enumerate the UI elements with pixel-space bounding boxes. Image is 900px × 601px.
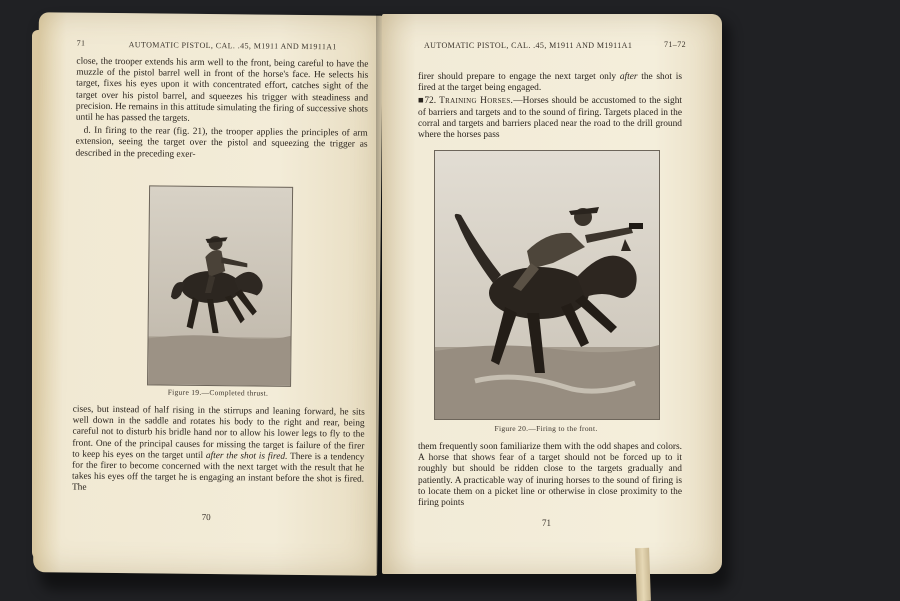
left-running-head-number: 71	[76, 38, 86, 48]
figure-20-photo	[434, 150, 660, 420]
right-page-number: 71	[542, 518, 551, 528]
left-paragraph-3-a: cises, but instead of half rising in the stirrups and leaning forward, he sits well down in the saddle and rotates his body to the right and rear, being careful not to disturb his bridle hand nor to allow his lower legs to fly to the front. One of the principal causes for missing the target is failure of the firer to keep his eyes on the target until	[72, 404, 365, 461]
left-page-number: 70	[201, 511, 211, 523]
left-paragraph-3-emphasis: after the shot is fired.	[205, 450, 288, 462]
left-paragraph-1: close, the trooper extends his arm well to the front, being careful to have the muzzle of the pistol barrel well in front of the horse's face. He selects his target, fixes his eyes upon it with concentrated effort, catches sight of the target over his pistol barrel, and squeezes his trigger with steadiness and precision. He remains in this attitude simulating the firing of successive shots until he has passed the targets.	[75, 56, 369, 124]
left-paragraph-2: d. In firing to the rear (fig. 21), the trooper applies the principles of arm extension, seeing the target over the pistol and squeezing the trigger as described in the preceding exer-	[75, 125, 368, 160]
right-paragraph-1-emphasis: after	[619, 72, 638, 82]
right-paragraph-2	[418, 96, 682, 141]
figure-19-photo	[147, 185, 293, 386]
left-bottom-text	[72, 405, 365, 498]
right-bottom-text	[418, 442, 682, 509]
section-heading: Training Horses.	[439, 96, 514, 107]
right-paragraph-1	[418, 72, 682, 94]
left-paragraph-3	[72, 405, 365, 498]
right-running-head-title: AUTOMATIC PISTOL, CAL. .45, M1911 AND M1911A1	[424, 41, 633, 50]
left-paragraph-3-b: There is a tendency for the firer to become concerned with the next target with the result that he takes his eyes off the target he is engaging an instant before the shot is fired. The	[71, 451, 365, 494]
right-paragraph-1-b: the shot is fired at the target being engaged.	[418, 72, 682, 94]
figure-19-caption: Figure 19.—Completed thrust.	[167, 387, 269, 398]
section-text: —Horses should be accustomed to the sight of barriers and targets and to the sound of firing. Targets placed in the corral and targets and barriers placed near the road to the drill ground where the horses pass	[418, 96, 682, 141]
figure-20-caption: Figure 20.—Firing to the front.	[494, 424, 598, 433]
right-paragraph-1-a: firer should prepare to engage the next target only	[418, 72, 620, 82]
right-paragraph-3: them frequently soon familiarize them with the odd shapes and colors. A horse that shows fear of a target should not be forced up to it roughly but should be ridden close to the targets gradually and patiently. A practicable way of inuring horses to the sound of firing is to locate them on a picket line or otherwise in close proximity to the firing points	[418, 442, 682, 509]
left-page	[33, 12, 383, 576]
bookmark-ribbon	[635, 548, 651, 601]
horse-rider-thrust-illustration	[148, 186, 292, 385]
right-page	[382, 14, 722, 574]
left-running-head-title: AUTOMATIC PISTOL, CAL. .45, M1911 AND M1911A1	[128, 40, 337, 52]
right-top-text	[418, 72, 682, 143]
right-running-head-number: 71–72	[664, 40, 686, 49]
section-marker: ■72.	[418, 96, 437, 107]
left-top-text	[75, 57, 368, 165]
horse-rider-firing-illustration	[435, 151, 659, 419]
